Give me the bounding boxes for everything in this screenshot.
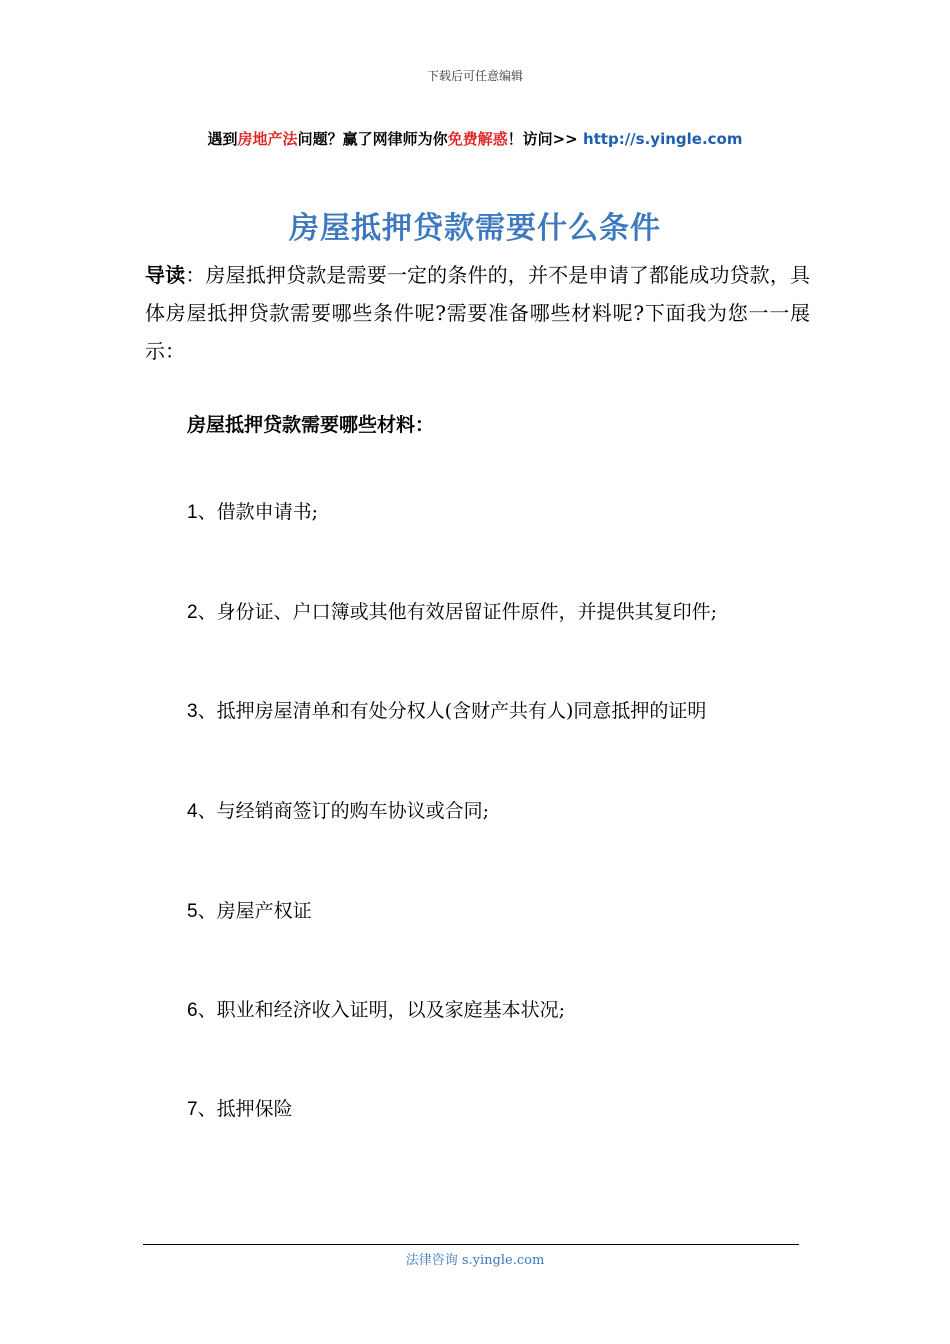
list-item-number: 7 [187,1099,198,1120]
footer-divider [143,1244,799,1245]
intro-lead: 导读 [145,263,186,287]
list-item-text: 、抵押保险 [197,1098,293,1120]
list-item [187,1094,293,1121]
list-item [187,796,489,823]
list-item-text: 、借款申请书; [197,501,318,523]
list-item-number: 1 [187,502,198,523]
list-item [187,896,312,923]
ad-link[interactable]: http://s.yingle.com [582,130,743,148]
list-item-number: 6 [187,1000,198,1021]
ad-prefix: 遇到 [207,130,238,148]
ad-topic: 房地产法 [237,130,298,148]
list-item-number: 4 [187,801,198,822]
ad-banner[interactable] [0,128,950,149]
list-item-number: 2 [187,602,198,623]
section-heading: 房屋抵押贷款需要哪些材料： [187,414,435,436]
intro-text: ：房屋抵押贷款是需要一定的条件的，并不是申请了都能成功贷款，具体房屋抵押贷款需要哪些条件呢?需要准备哪些材料呢?下面我为您一一展示： [145,263,810,363]
ad-middle: 问题？赢了网律师为你 [297,130,448,148]
list-item-text: 、房屋产权证 [197,900,312,922]
footer-link[interactable]: 法律咨询 s.yingle.com [405,1253,545,1268]
list-item [187,696,706,723]
ad-suffix: ！访问>> [507,130,583,148]
list-item [187,995,565,1022]
list-item-text: 、职业和经济收入证明，以及家庭基本状况; [197,999,565,1021]
document-title: 房屋抵押贷款需要什么条件 [289,211,661,246]
intro-paragraph [145,256,810,370]
list-item-number: 3 [187,701,198,722]
ad-offer: 免费解惑 [447,130,508,148]
list-item-number: 5 [187,901,198,922]
list-item-text: 、抵押房屋清单和有处分权人(含财产共有人)同意抵押的证明 [197,700,707,722]
header-note: 下载后可任意编辑 [426,69,523,83]
list-item [187,597,717,624]
list-item [187,497,318,524]
list-item-text: 、身份证、户口簿或其他有效居留证件原件，并提供其复印件; [197,601,717,623]
list-item-text: 、与经销商签订的购车协议或合同; [197,800,489,822]
